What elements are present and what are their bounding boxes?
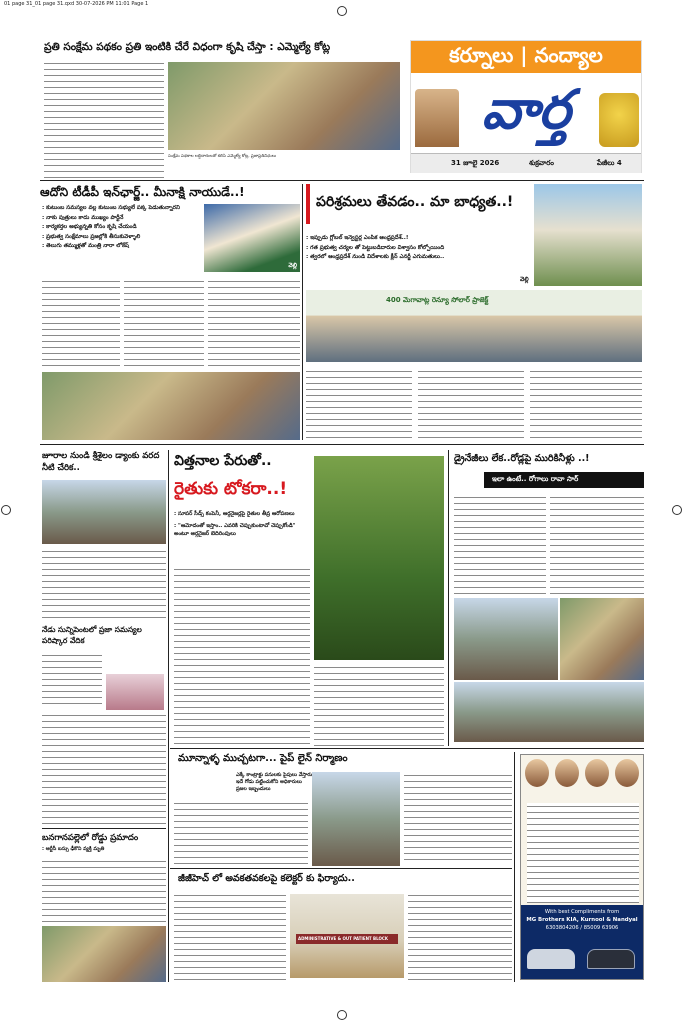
industry-bullet: : గత ప్రభుత్వ చర్యల తో పెట్టుబడిదారుల విశ్వాసం కోల్పోయింది [306, 244, 445, 251]
industry-headline-box [306, 184, 530, 224]
masthead-weekday: శుక్రవారం [529, 159, 554, 167]
drainage-photo-bottom [454, 682, 644, 742]
drainage-headline: డ్రైనేజీలు లేక..రోడ్లపై మురికినీళ్లు ..! [454, 453, 590, 464]
srisailam-subhead: నేడు సున్నిపెంటలో ప్రజా సమస్యల పరిష్కార వేదిక [42, 625, 142, 645]
industry-bullets [306, 234, 530, 263]
adoni-bullet: : కార్యకర్తల అభ్యున్నతి కోసం కృషి చేయండి [42, 224, 137, 230]
industry-reporter-tag: వెల్లి [520, 276, 529, 283]
adoni-bullets [42, 204, 200, 252]
collector-text-col1 [174, 892, 286, 982]
grievance-text [42, 652, 102, 708]
registration-mark-right [672, 505, 682, 515]
seeds-headline: రైతుకు టోకరా..! [174, 479, 288, 499]
seeds-farmers-photo [314, 456, 444, 660]
pipeline-text-col2 [404, 772, 512, 864]
masthead-edition-bar [411, 41, 641, 73]
accident-photo [42, 926, 166, 982]
ad-portrait [555, 759, 579, 787]
adoni-headline: ఆదోని టీడీపీ ఇన్‌ఛార్జ్.. మీనాక్షి నాయుడే..! [40, 185, 245, 199]
ad-message-text [527, 803, 639, 903]
masthead-date-bar [411, 153, 641, 173]
drainage-subhead: ఇలా ఉంటే.. రోగాలు రావా సార్ [492, 475, 579, 483]
divider-adoni [302, 184, 303, 440]
pipeline-bullet: ఇదే గోడు పట్టించుకోని అధికారులు [236, 779, 302, 785]
divider-seeds [448, 450, 449, 746]
adoni-photo-meeting [42, 372, 300, 440]
srisailam-text [42, 548, 166, 622]
drainage-text-col2 [550, 494, 644, 594]
registration-mark-top [337, 6, 347, 16]
masthead-edition-label: కర్నూలు | నంద్యాల [449, 42, 603, 67]
pipeline-bullet: ఎక్కే కాంట్రాక్టు పనులకు పైపులు వేస్తారు [236, 772, 313, 778]
ad-phones: 6303804206 / 85009 63906 [545, 925, 619, 931]
ad-footer [521, 905, 643, 979]
pipeline-photo [312, 772, 400, 866]
ad-portrait [585, 759, 609, 787]
masthead-nandi [599, 93, 639, 147]
collector-signboard-text: ADMINISTRATIVE & OUT PATIENT BLOCK [298, 936, 388, 941]
collector-headline: జీజీహెచ్ లో అవకతవకలపై కలెక్టర్ కు ఫిర్యాదు.. [178, 873, 355, 884]
srisailam-dam-photo [42, 480, 166, 544]
drainage-photo-street [454, 598, 558, 680]
ad-line1: With best Compliments from [544, 909, 620, 915]
accident-subhead: : ఆర్టీసీ బస్సు ఢీకొని వ్యక్తి మృతి [42, 846, 105, 852]
top-story-caption: సంక్షేమ పథకాల లబ్ధిదారులతో కలిసి ఎమ్మెల్యే కోట్ల, ప్రజాప్రతినిధులు [168, 153, 277, 158]
collector-text-col2 [408, 892, 512, 982]
divider-ad [514, 752, 515, 982]
drainage-photo-auto [560, 598, 644, 680]
grievance-text-lower [42, 712, 166, 824]
divider-lower [170, 748, 644, 749]
adoni-text-col2 [124, 278, 204, 370]
adoni-reporter-tag: వెల్లి [288, 262, 297, 269]
adoni-bullet: : నాకు పుత్రులు కాదు ముఖ్యం పార్టీనే [42, 214, 124, 221]
collector-building-photo [290, 894, 404, 978]
ad-portrait [615, 759, 639, 787]
divider-collector [170, 868, 512, 869]
industry-event-photo [306, 290, 642, 362]
seeds-text [174, 566, 310, 746]
adoni-bullet: : కుటుంబ సమస్యల వల్ల కుటుంబ సభ్యులే పక్క పెడుతున్నారని [42, 205, 180, 211]
divider-top [40, 180, 644, 181]
divider-mid [40, 444, 644, 445]
accident-text [42, 858, 166, 922]
top-story-headline: ప్రతి సంక్షేమ పథకం ప్రతి ఇంటికి చేరే విధంగా కృషి చేస్తా : ఎమ్మెల్యే కోట్ల [44, 41, 331, 53]
seeds-bullet: : "ఆమోదంతో ఇస్తాం.. ఎవరికి చెప్పుకుంటావో చెప్పుకోండి" అంటూ ఆర్గనైజర్ బెదిరింపులు [174, 523, 296, 537]
ad-car-left [527, 949, 575, 969]
industry-bullet: : ఇప్పుడు గ్లోబల్ ఇన్వెస్టర్ల ఎంపిక ఆంధ్రప్రదేశ్..! [306, 235, 409, 241]
greeting-advertisement [520, 754, 644, 980]
seeds-text-lower [314, 664, 444, 746]
masthead-page-label: పేజీలు 4 [597, 159, 622, 167]
masthead-date: 31 జూలై 2026 [451, 159, 500, 167]
seeds-bullets [174, 510, 310, 538]
ad-portraits-row [525, 759, 639, 799]
pipeline-bullet: ప్రజల ఇబ్బందులు [236, 786, 271, 792]
ad-line2: MG Brothers KIA, Kurnool & Nandyal [526, 917, 638, 923]
drainage-subhead-bar [484, 472, 644, 488]
adoni-text-col1 [42, 278, 120, 370]
industry-text-col2 [418, 368, 524, 440]
accident-headline: బనగానపల్లెలో రోడ్డు ప్రమాదం [42, 833, 139, 843]
top-story-photo [168, 62, 400, 150]
industry-text-col1 [306, 368, 412, 440]
industry-banner-text: 400 మెగావాట్ల రెన్యూ సోలార్ ప్రాజెక్ట్ [386, 296, 489, 304]
adoni-text-col3 [208, 278, 300, 370]
adoni-bullet: : తెలుగు తమ్ముళ్లతో మంత్రి నారా లోకేష్ [42, 243, 129, 249]
masthead-title: వార్త [481, 78, 571, 141]
adoni-photo-small [204, 204, 300, 272]
divider-col1 [168, 450, 169, 982]
ad-car-right [587, 949, 635, 969]
pipeline-headline: మూన్నాళ్ళ ముచ్చటగా... పైప్ లైన్ నిర్మాణం [178, 753, 348, 764]
seeds-kicker: విత్తనాల పేరుతో.. [174, 453, 272, 469]
adoni-bullet: : ప్రభుత్వ సంక్షేమాలు ప్రజల్లోకి తీసుకువెళ్ళాలి [42, 233, 141, 240]
srisailam-headline: జూరాల నుండి శ్రీశైలం డ్యాంకు వరద నీటి చేరిక.. [42, 451, 160, 473]
industry-bullet: : త్వరలో ఆంధ్రప్రదేశ్ నుండి విదేశాలకు క్లీన్ ఎనర్జీ ఎగుమతులు.. [306, 254, 445, 260]
registration-mark-left [1, 505, 11, 515]
print-slug: 01 page 31_01 page 31.qxd 30-07-2026 PM 11:01 Page 1 [4, 1, 149, 7]
masthead [410, 40, 642, 173]
registration-mark-bottom [337, 1010, 347, 1020]
industry-minister-photo [520, 184, 642, 286]
divider-accident [42, 828, 166, 829]
industry-text-col3 [530, 368, 642, 440]
ad-portrait [525, 759, 549, 787]
industry-headline: పరిశ్రమలు తేవడం.. మా బాధ్యత..! [316, 194, 514, 210]
pipeline-text-col1 [174, 800, 308, 864]
collector-signboard [296, 934, 398, 944]
seeds-bullet: : సూపర్ సీడ్స్ కంపెనీ, ఆర్గనైజర్లపై రైతుల తీవ్ర ఆరోపణలు [174, 511, 295, 517]
official-portrait [106, 674, 164, 710]
top-story-text [44, 60, 164, 180]
drainage-text-col1 [454, 494, 546, 594]
